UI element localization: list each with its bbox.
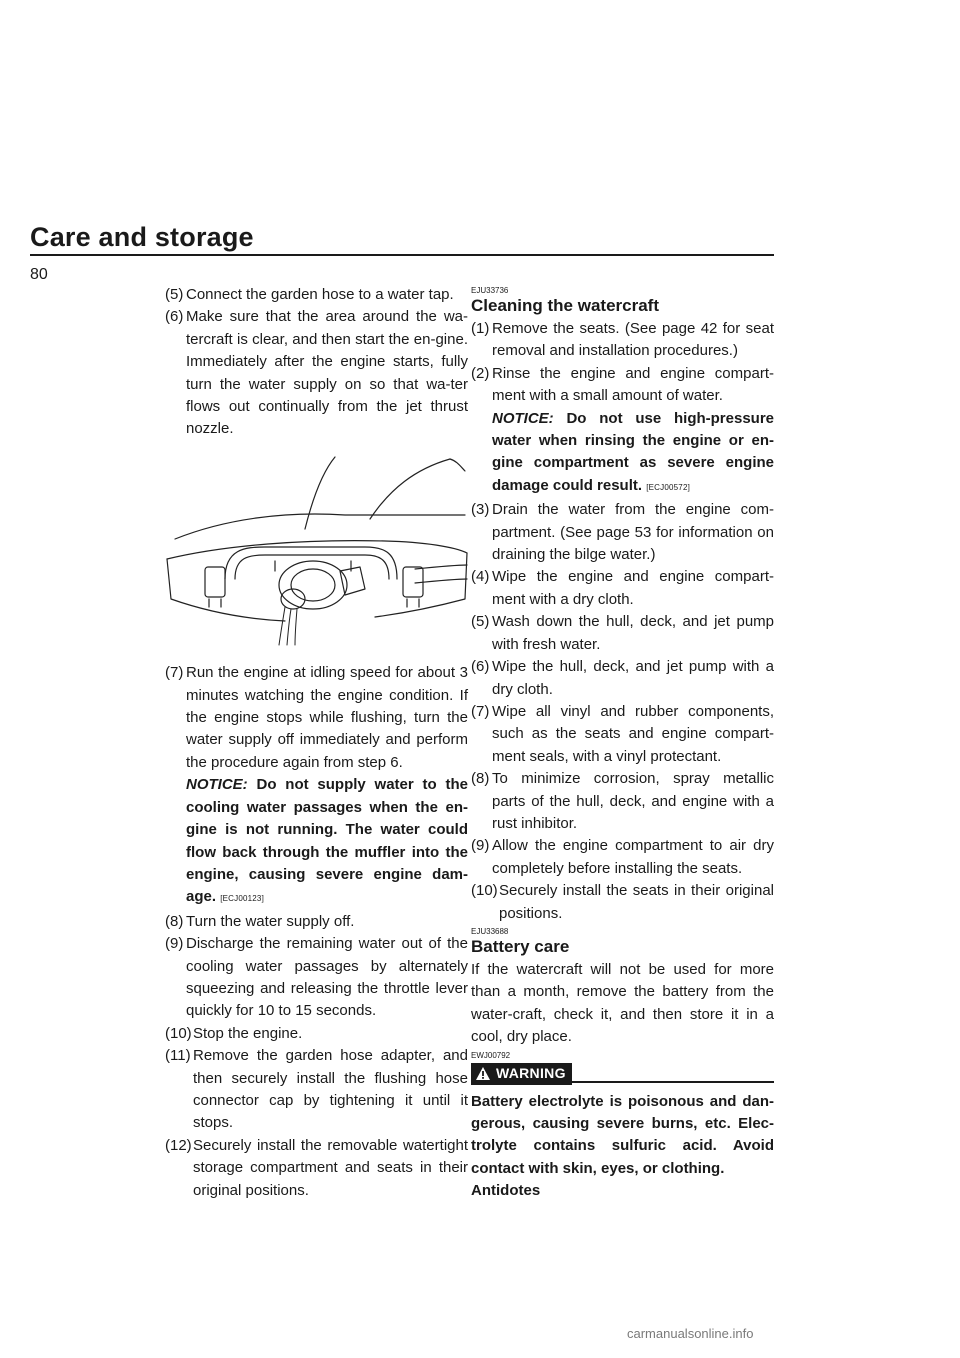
clean-step-2: (2) Rinse the engine and engine compart-ment with a small amount of water. NOTICE: Do not use high-pressure water when rinsing the engine or en-gine compartment as severe engine damage could result. [ECJ00572]: [471, 364, 775, 494]
warning-code: EWJ00792: [471, 1050, 511, 1060]
clean-step-3: (3) Drain the water from the engine com-partment. (See page 53 for information on draining the bilge water.): [471, 501, 774, 564]
header-rule: [30, 254, 774, 256]
battery-paragraph: If the watercraft will not be used for more than a month, remove the battery from the water-craft, check it, and then store it in a cool, dry place.: [471, 960, 774, 1046]
notice-block: NOTICE: Do not supply water to the cooling water passages when the en-gine is not running. The water could flow back through the muffler into the engine, causing severe engine dam-age.: [186, 776, 468, 906]
page-number: 80: [30, 266, 48, 283]
clean-step-10: (10) Securely install the seats in their original positions.: [471, 882, 774, 922]
seat-outline: [305, 457, 335, 529]
clean-step-6: (6) Wipe the hull, deck, and jet pump with a dry cloth.: [471, 658, 774, 698]
clean-step-9: (9) Allow the engine compartment to air dry completely before installing the seats.: [471, 837, 774, 877]
warning-icon: [475, 1066, 491, 1081]
step-5: (5) Connect the garden hose to a water tap.: [165, 286, 454, 303]
antidotes-heading: Antidotes: [471, 1182, 541, 1200]
water-stream: [279, 607, 297, 645]
deck-line: [175, 514, 465, 539]
step-7: (7) Run the engine at idling speed for about 3 minutes watching the engine condition. If the engine stops while flushing, turn the water supply off immediately and perform the procedure again from step 6. NOTICE: Do not supply water to the cooling water passages when the en-gine is not running. The water could flow back through the muffler into the engine, causing severe engine dam-age. [ECJ00123]: [165, 664, 468, 906]
warning-header: [471, 1063, 774, 1085]
clean-step-7: (7) Wipe all vinyl and rubber components, such as the seats and engine compart-ment seals, with a vinyl protectant.: [471, 702, 774, 765]
page-header: [30, 222, 774, 256]
section-title-cleaning: Cleaning the watercraft: [471, 296, 659, 315]
step-6: (6) Make sure that the area around the wa-tercraft is clear, and then start the en-gine. Immediately after the engine starts, fully turn the water supply on so that wa-ter flows out continually from the jet thrust nozzle.: [165, 308, 468, 438]
notice-code: [ECJ00123]: [220, 894, 264, 904]
page-title: Care and storage: [30, 222, 254, 252]
notice-block: NOTICE: Do not use high-pressure water when rinsing the engine or en-gine compartment as severe engine damage could result.: [492, 409, 775, 494]
section-code: EJU33736: [471, 286, 509, 295]
step-11: (11) Remove the garden hose adapter, and then securely install the flushing hose connector cap by tightening it until it stops.: [165, 1047, 468, 1132]
hull-top: [167, 540, 467, 558]
step-12: (12) Securely install the removable watertight storage compartment and seats in their original positions.: [165, 1136, 468, 1199]
clean-step-1: (1) Remove the seats. (See page 42 for seat removal and installation procedures.): [471, 320, 774, 360]
watermark: carmanualsonline.info: [627, 1326, 754, 1341]
left-bracket: [205, 567, 225, 597]
clean-step-4: (4) Wipe the engine and engine compart-ment with a dry cloth.: [471, 568, 774, 608]
clean-step-5: (5) Wash down the hull, deck, and jet pump with fresh water.: [471, 613, 774, 653]
section-code: EJU33688: [471, 926, 509, 936]
warning-text: Battery electrolyte is poisonous and dan-gerous, causing severe burns, etc. Elec-trolyte contains sulfuric acid. Avoid contact with skin, eyes, or clothing.: [471, 1092, 774, 1177]
left-column: [165, 284, 468, 1202]
step-9: (9) Discharge the remaining water out of the cooling water passages by alternately squeezing and releasing the throttle lever quickly for 10 to 15 seconds.: [165, 935, 468, 1020]
notice-code: [ECJ00572]: [646, 482, 691, 492]
clean-step-8: (8) To minimize corrosion, spray metallic parts of the hull, deck, and engine with a rust inhibitor.: [471, 770, 774, 832]
flushing-illustration: [165, 449, 468, 649]
jet-nozzle: [279, 561, 347, 609]
warning-badge: WARNING: [471, 1063, 572, 1085]
handle-bar: [225, 547, 397, 579]
warning-rule: [572, 1081, 774, 1083]
step-10: (10) Stop the engine.: [165, 1024, 303, 1042]
step-8: (8) Turn the water supply off.: [165, 912, 355, 930]
section-title-battery: Battery care: [471, 936, 570, 956]
right-column: [471, 284, 774, 1203]
